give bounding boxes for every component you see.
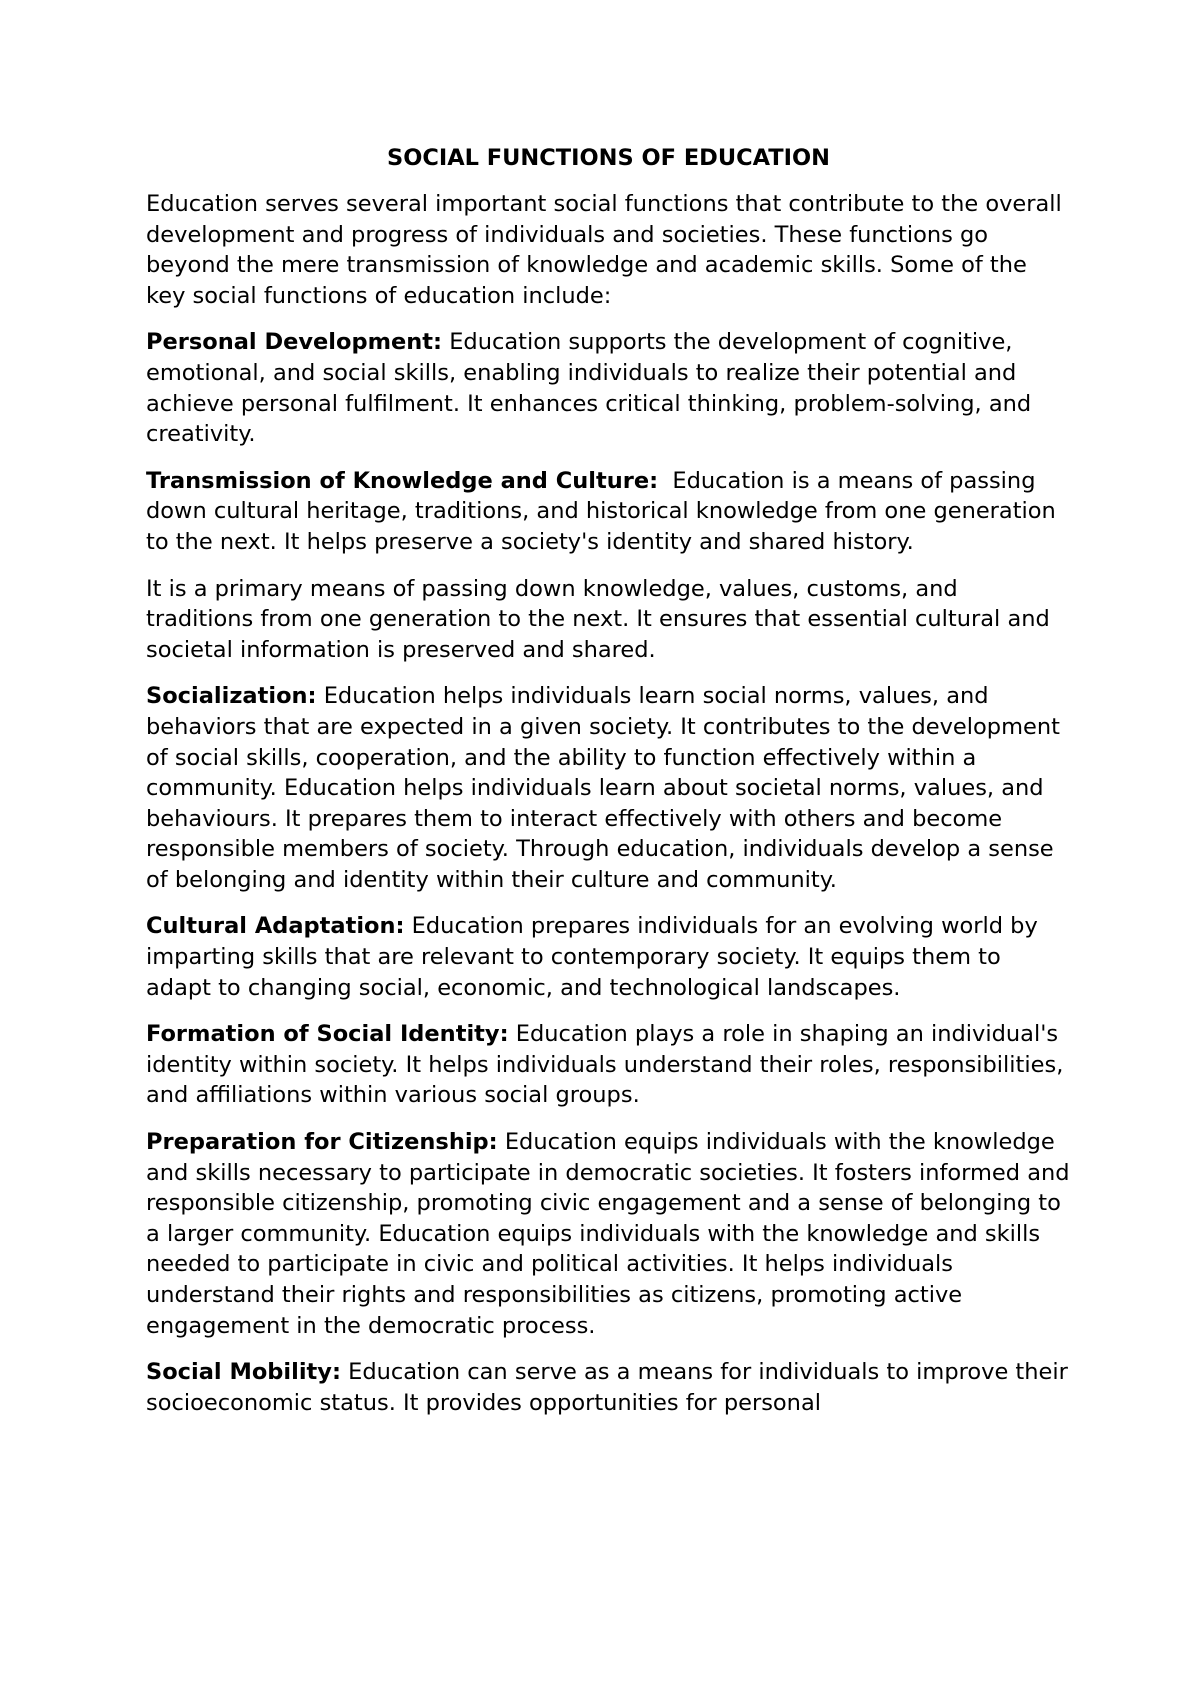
section-transmission-of-knowledge bbox=[146, 466, 1071, 558]
section-formation-of-social-identity bbox=[146, 1019, 1071, 1111]
intro-paragraph: Education serves several important social functions that contribute to the overall development and progress of individuals and societies. These functions go beyond the mere transmission of knowledge and academic skills. Some of the key social functions of education include: bbox=[146, 191, 1062, 309]
section-passing-down-knowledge bbox=[146, 574, 1071, 666]
section-personal-development bbox=[146, 327, 1071, 449]
section-term: Preparation for Citizenship: bbox=[146, 1129, 498, 1156]
section-text: Education helps individuals learn social norms, values, and behaviors that are expected in a given society. It contributes to the development of social skills, cooperation, and the ability to function effectively within a community. Education helps individuals learn about societal norms, values, and behaviours. It prepares them to interact effectively with others and become responsible members of society. Through education, individuals develop a sense of belonging and identity within their culture and community. bbox=[146, 683, 1060, 893]
section-term: Formation of Social Identity: bbox=[146, 1021, 509, 1048]
section-text: Education is a means of passing down cultural heritage, traditions, and historical knowledge from one generation to the next. It helps preserve a society's identity and shared history. bbox=[146, 467, 1063, 555]
section-text: Education can serve as a means for individuals to improve their socioeconomic status. It provides opportunities for personal bbox=[146, 1359, 1068, 1416]
section-term: Transmission of Knowledge and Culture: bbox=[146, 467, 659, 494]
section-socialization bbox=[146, 681, 1071, 895]
section-text: It is a primary means of passing down knowledge, values, customs, and traditions from one generation to the next. It ensures that essential cultural and societal information is preserved and shared. bbox=[146, 575, 1050, 663]
section-term: Cultural Adaptation: bbox=[146, 913, 405, 940]
section-text: Education equips individuals with the knowledge and skills necessary to participate in democratic societies. It fosters informed and responsible citizenship, promoting civic engagement and a sense of belonging to a larger community. Education equips individuals with the knowledge and skills needed to participate in civic and political activities. It helps individuals understand their rights and responsibilities as citizens, promoting active engagement in the democratic process. bbox=[146, 1129, 1070, 1339]
section-text: Education supports the development of cognitive, emotional, and social skills, enabling individuals to realize their potential and achieve personal fulfilment. It enhances critical thinking, problem-solving, and creativity. bbox=[146, 329, 1032, 448]
section-term: Social Mobility: bbox=[146, 1359, 341, 1386]
section-term: Socialization: bbox=[146, 683, 317, 710]
document-title: SOCIAL FUNCTIONS OF EDUCATION bbox=[386, 145, 830, 171]
section-cultural-adaptation bbox=[146, 911, 1071, 1003]
section-text: Education prepares individuals for an evolving world by imparting skills that are relevant to contemporary society. It equips them to adapt to changing social, economic, and technological landscapes. bbox=[146, 913, 1038, 1001]
document-page bbox=[146, 143, 1071, 1434]
section-preparation-for-citizenship bbox=[146, 1127, 1071, 1341]
section-social-mobility bbox=[146, 1357, 1071, 1418]
section-term: Personal Development: bbox=[146, 329, 443, 356]
section-text: Education plays a role in shaping an individual's identity within society. It helps individuals understand their roles, responsibilities, and affiliations within various social groups. bbox=[146, 1021, 1064, 1109]
